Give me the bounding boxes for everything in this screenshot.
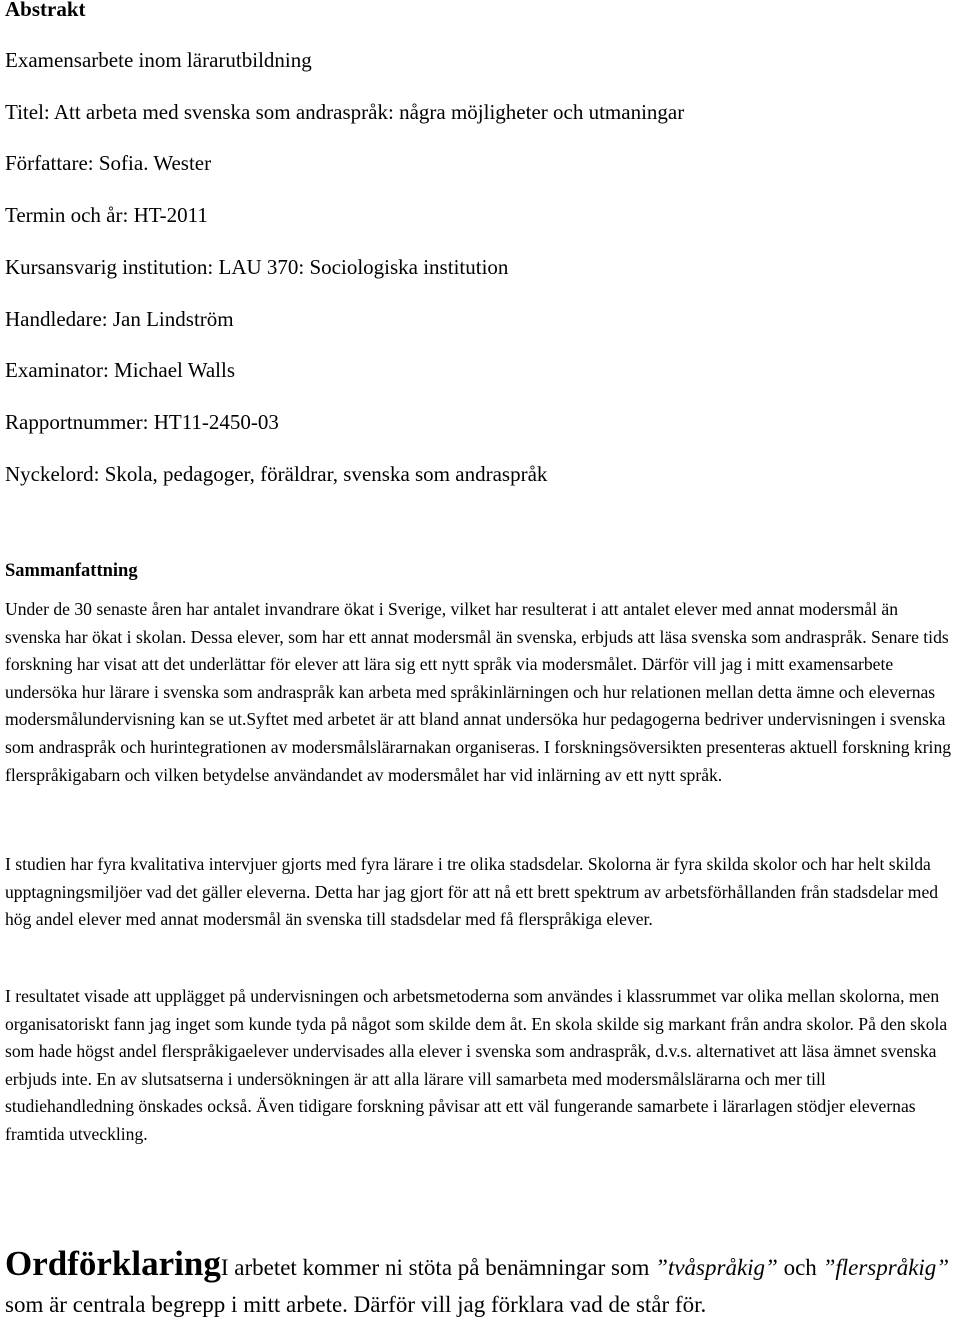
- summary-paragraph-1: Under de 30 senaste åren har antalet invandrare ökat i Sverige, vilket har resulterat i att antalet elever med annat modersmål än svenska har ökat i skolan. Dessa elever, som har ett annat modersmål än svenska, erbjuds att läsa svenska som andraspråk. Senare tids forskning har visat att det underlättar för elever att lära sig ett nytt språk via modersmålet. Därför vill jag i mitt examensarbete undersöka hur lärare i svenska som andraspråk kan arbeta med språkinlärningen och hur relationen mellan detta ämne och elevernas modersmålundervisning kan se ut.Syftet med arbetet är att bland annat undersöka hur pedagogerna bedriver undervisningen i svenska som andraspråk och hurintegrationen av modersmålslärarnakan organiseras. I forskningsöversikten presenteras aktuell forskning kring flerspråkigabarn och vilken betydelse användandet av modersmålet har vid inlärning av ett nytt språk.: [5, 599, 952, 785]
- meta-examiner: Examinator: Michael Walls: [5, 358, 236, 382]
- ordforklaring-text-1: I arbetet kommer ni stöta på benämningar som: [220, 1255, 656, 1280]
- meta-title: Titel: Att arbeta med svenska som andraspråk: några möjligheter och utmaningar: [5, 100, 685, 124]
- meta-term: Termin och år: HT-2011: [5, 203, 208, 227]
- meta-report-number: Rapportnummer: HT11-2450-03: [5, 410, 279, 434]
- meta-supervisor: Handledare: Jan Lindström: [5, 307, 234, 331]
- ordforklaring-heading: Ordförklaring: [5, 1244, 221, 1283]
- ordforklaring-text-3: som är centrala begrepp i mitt arbete. Därför vill jag förklara vad de står för.: [5, 1292, 707, 1317]
- meta-keywords: Nyckelord: Skola, pedagoger, föräldrar, svenska som andraspråk: [5, 462, 548, 486]
- ordforklaring-term-flersprakig: ”flerspråkig”: [822, 1255, 950, 1280]
- ordforklaring-text-2: och: [777, 1255, 823, 1280]
- ordforklaring-section: [5, 1245, 960, 1323]
- meta-institution: Kursansvarig institution: LAU 370: Sociologiska institution: [5, 255, 509, 279]
- meta-author: Författare: Sofia. Wester: [5, 151, 212, 175]
- summary-paragraph-2: I studien har fyra kvalitativa intervjuer gjorts med fyra lärare i tre olika stadsdelar. Skolorna är fyra skilda skolor och har helt skilda upptagningsmiljöer vad det gäller eleverna. Detta har jag gjort för att nå ett brett spektrum av arbetsförhållanden från stadsdelar med hög andel elever med annat modersmål än svenska till stadsdelar med få flerspråkiga elever.: [5, 854, 939, 930]
- meta-course: Examensarbete inom lärarutbildning: [5, 48, 312, 72]
- page-title: Abstrakt: [5, 0, 86, 21]
- summary-paragraph-3: I resultatet visade att upplägget på undervisningen och arbetsmetoderna som användes i klassrummet var olika mellan skolorna, men organisatoriskt fann jag inget som kunde tyda på något som skilde dem åt. En skola skilde sig markant från andra skolor. På den skola som hade högst andel flerspråkigaelever undervisades alla elever i svenska som andraspråk, d.v.s. alternativet att läsa ämnet svenska erbjuds inte. En av slutsatserna i undersökningen är att alla lärare vill samarbeta med modersmålslärarna och mer till studiehandledning önskades också. Även tidigare forskning påvisar att ett väl fungerande samarbete i lärarlagen stödjer elevernas framtida utveckling.: [5, 986, 948, 1144]
- ordforklaring-term-tvasprakig: ”tvåspråkig”: [655, 1255, 778, 1280]
- summary-heading: Sammanfattning: [5, 561, 138, 581]
